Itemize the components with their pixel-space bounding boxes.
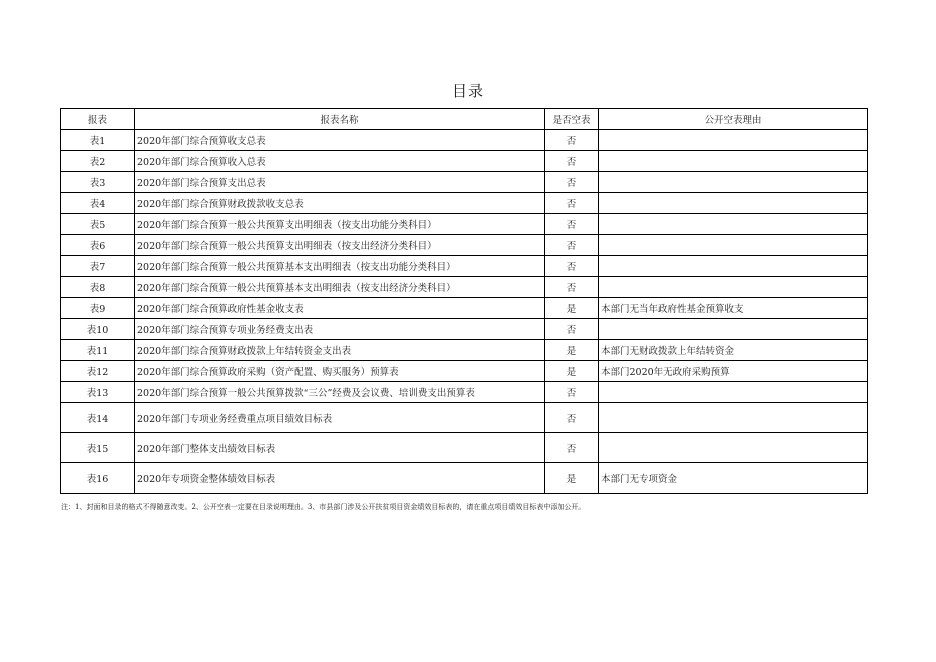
cell-is-empty: 是 xyxy=(545,298,599,319)
cell-reason: 本部门2020年无政府采购预算 xyxy=(599,361,868,382)
footnote: 注：1、封面和目录的格式不得随意改变。2、公开空表一定要在目录说明理由。3、市县部门涉及公开扶贫项目资金绩效目标表的，请在重点项目绩效目标表中添加公开。 xyxy=(61,503,586,511)
cell-name: 2020年部门综合预算支出总表 xyxy=(135,172,545,193)
cell-is-empty: 否 xyxy=(545,433,599,463)
cell-name: 2020年部门综合预算一般公共预算支出明细表（按支出经济分类科目） xyxy=(135,235,545,256)
cell-name: 2020年部门综合预算一般公共预算支出明细表（按支出功能分类科目） xyxy=(135,214,545,235)
cell-reason: 本部门无财政拨款上年结转资金 xyxy=(599,340,868,361)
cell-code: 表1 xyxy=(61,130,135,151)
cell-code: 表11 xyxy=(61,340,135,361)
cell-is-empty: 是 xyxy=(545,340,599,361)
table-row xyxy=(61,172,868,193)
cell-is-empty: 否 xyxy=(545,193,599,214)
cell-code: 表10 xyxy=(61,319,135,340)
table-row xyxy=(61,382,868,403)
cell-code: 表14 xyxy=(61,403,135,433)
table-header-row xyxy=(61,109,868,130)
cell-reason xyxy=(599,214,868,235)
cell-is-empty: 否 xyxy=(545,172,599,193)
cell-code: 表13 xyxy=(61,382,135,403)
cell-code: 表12 xyxy=(61,361,135,382)
cell-is-empty: 否 xyxy=(545,130,599,151)
table-row xyxy=(61,361,868,382)
table-row xyxy=(61,256,868,277)
cell-reason: 本部门无专项资金 xyxy=(599,463,868,494)
cell-name: 2020年部门综合预算专项业务经费支出表 xyxy=(135,319,545,340)
cell-code: 表8 xyxy=(61,277,135,298)
cell-is-empty: 否 xyxy=(545,277,599,298)
cell-is-empty: 否 xyxy=(545,382,599,403)
cell-reason: 本部门无当年政府性基金预算收支 xyxy=(599,298,868,319)
cell-code: 表16 xyxy=(61,463,135,494)
header-reason: 公开空表理由 xyxy=(599,109,868,130)
table-row xyxy=(61,319,868,340)
table-row xyxy=(61,298,868,319)
table-row xyxy=(61,214,868,235)
table-row xyxy=(61,193,868,214)
cell-name: 2020年部门综合预算财政拨款收支总表 xyxy=(135,193,545,214)
cell-name: 2020年部门综合预算财政拨款上年结转资金支出表 xyxy=(135,340,545,361)
cell-code: 表6 xyxy=(61,235,135,256)
table-row xyxy=(61,463,868,494)
cell-reason xyxy=(599,151,868,172)
cell-reason xyxy=(599,193,868,214)
cell-is-empty: 否 xyxy=(545,151,599,172)
cell-reason xyxy=(599,403,868,433)
header-name: 报表名称 xyxy=(135,109,545,130)
cell-reason xyxy=(599,433,868,463)
table-row xyxy=(61,340,868,361)
table-row xyxy=(61,235,868,256)
cell-name: 2020年专项资金整体绩效目标表 xyxy=(135,463,545,494)
cell-code: 表3 xyxy=(61,172,135,193)
cell-is-empty: 是 xyxy=(545,361,599,382)
page-title: 目录 xyxy=(451,82,484,100)
cell-code: 表2 xyxy=(61,151,135,172)
cell-is-empty: 否 xyxy=(545,319,599,340)
catalog-table xyxy=(60,108,868,494)
cell-reason xyxy=(599,130,868,151)
cell-name: 2020年部门综合预算收入总表 xyxy=(135,151,545,172)
cell-name: 2020年部门综合预算政府性基金收支表 xyxy=(135,298,545,319)
cell-name: 2020年部门综合预算政府采购（资产配置、购买服务）预算表 xyxy=(135,361,545,382)
cell-code: 表7 xyxy=(61,256,135,277)
table-row xyxy=(61,433,868,463)
table-row xyxy=(61,403,868,433)
header-is-empty: 是否空表 xyxy=(545,109,599,130)
table-row xyxy=(61,151,868,172)
cell-code: 表15 xyxy=(61,433,135,463)
cell-is-empty: 否 xyxy=(545,214,599,235)
table-row xyxy=(61,130,868,151)
cell-reason xyxy=(599,277,868,298)
cell-is-empty: 否 xyxy=(545,403,599,433)
cell-reason xyxy=(599,235,868,256)
cell-is-empty: 否 xyxy=(545,256,599,277)
cell-is-empty: 是 xyxy=(545,463,599,494)
table-row xyxy=(61,277,868,298)
cell-code: 表5 xyxy=(61,214,135,235)
header-code: 报表 xyxy=(61,109,135,130)
cell-is-empty: 否 xyxy=(545,235,599,256)
cell-name: 2020年部门综合预算一般公共预算基本支出明细表（按支出经济分类科目） xyxy=(135,277,545,298)
cell-name: 2020年部门综合预算收支总表 xyxy=(135,130,545,151)
cell-code: 表9 xyxy=(61,298,135,319)
cell-name: 2020年部门专项业务经费重点项目绩效目标表 xyxy=(135,403,545,433)
cell-code: 表4 xyxy=(61,193,135,214)
cell-reason xyxy=(599,256,868,277)
cell-name: 2020年部门整体支出绩效目标表 xyxy=(135,433,545,463)
cell-name: 2020年部门综合预算一般公共预算拨款“三公”经费及会议费、培训费支出预算表 xyxy=(135,382,545,403)
cell-reason xyxy=(599,319,868,340)
cell-name: 2020年部门综合预算一般公共预算基本支出明细表（按支出功能分类科目） xyxy=(135,256,545,277)
cell-reason xyxy=(599,172,868,193)
cell-reason xyxy=(599,382,868,403)
